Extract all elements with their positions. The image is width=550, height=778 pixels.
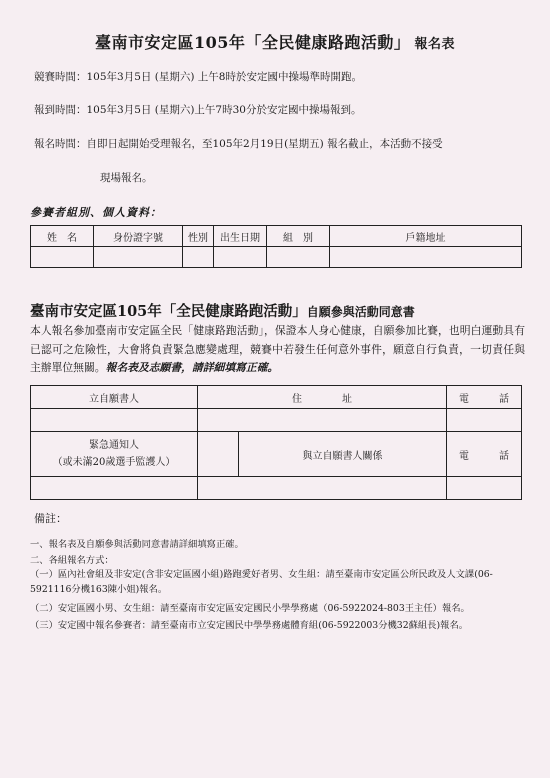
emergency-contact-note: （或未滿20歲選手監護人） <box>52 457 176 468</box>
participant-table-row[interactable] <box>31 247 522 268</box>
emergency-name-cell[interactable] <box>31 477 198 500</box>
consent-table <box>30 385 522 500</box>
relation-header: 與立自願書人關係 <box>239 432 447 477</box>
note-1: 一、報名表及自願參與活動同意書請詳細填寫正確。 <box>30 539 244 550</box>
notes-title: 備註： <box>34 512 67 525</box>
consent-emergency-row <box>31 432 522 477</box>
consent-title-suffix: 自願參與活動同意書 <box>306 305 415 319</box>
col-id-number: 身份證字號 <box>94 226 183 247</box>
emergency-contact-header <box>31 432 198 477</box>
consent-paragraph <box>30 322 525 378</box>
signer-address-cell[interactable] <box>198 409 447 432</box>
form-title-main: 臺南市安定區105年「全民健康路跑活動」 <box>95 33 411 52</box>
note-2c: （三）安定國中報名參賽者：請至臺南市立安定國民中學學務處體育組(06-5922003分機32蘇組長)報名。 <box>30 620 469 631</box>
group-cell[interactable] <box>267 247 330 268</box>
emergency-blank-cell[interactable] <box>198 432 239 477</box>
form-title-suffix: 報名表 <box>414 37 455 52</box>
emergency-contact-label: 緊急通知人 <box>89 440 139 451</box>
consent-emphasis: 報名表及志願書，請詳細填寫正確。 <box>105 361 279 374</box>
consent-signer-row[interactable] <box>31 409 522 432</box>
form-title <box>0 30 550 53</box>
id-number-cell[interactable] <box>94 247 183 268</box>
birth-date-cell[interactable] <box>214 247 267 268</box>
col-address: 戶籍地址 <box>330 226 522 247</box>
note-2: 二、各組報名方式： <box>30 555 114 566</box>
phone2-header: 電 話 <box>447 432 522 477</box>
participant-section-heading: 參賽者組別、個人資料： <box>30 206 162 219</box>
consent-text: 本人報名參加臺南市安定區全民「健康路跑活動」，保證本人身心健康，自願參加比賽，也明白運動具有已認可之危險性，大會將負責緊急應變處理，競賽中若發生任何意外事件，願意自行負責，一切責任與主辦單位無關。 <box>30 324 525 374</box>
participant-table-header <box>31 226 522 247</box>
consent-header-row <box>31 386 522 409</box>
participant-table <box>30 225 522 268</box>
check-in-time-text: 報到時間：105年3月5日 (星期六)上午7時30分於安定國中操場報到。 <box>34 104 362 116</box>
registration-time-text: 報名時間：自即日起開始受理報名，至105年2月19日(星期五) 報名截止，本活動不接受 <box>34 138 443 150</box>
emergency-phone-cell[interactable] <box>447 477 522 500</box>
consent-title-main: 臺南市安定區105年「全民健康路跑活動」 <box>30 303 307 320</box>
col-name: 姓 名 <box>31 226 94 247</box>
address-header: 住 址 <box>198 386 447 409</box>
consent-emergency-data-row[interactable] <box>31 477 522 500</box>
col-group: 組 別 <box>267 226 330 247</box>
gender-cell[interactable] <box>183 247 214 268</box>
col-gender: 性別 <box>183 226 214 247</box>
note-2a: （一）區內社會組及非安定(含非安定區國小組)路跑愛好者男、女生組：請至臺南市安定區公所民政及人文課(06-5921116分機163陳小姐)報名。 <box>30 569 493 595</box>
registration-time-text-cont: 現場報名。 <box>100 172 153 184</box>
address-cell[interactable] <box>330 247 522 268</box>
signer-phone-cell[interactable] <box>447 409 522 432</box>
name-cell[interactable] <box>31 247 94 268</box>
note-2b: （二）安定區國小男、女生組：請至臺南市安定區安定國民小學學務處（06-5922024-803王主任）報名。 <box>30 603 470 614</box>
signer-cell[interactable] <box>31 409 198 432</box>
race-time-text: 競賽時間：105年3月5日 (星期六) 上午8時於安定國中操場準時開跑。 <box>34 71 362 83</box>
relation-cell[interactable] <box>198 477 447 500</box>
phone-header: 電 話 <box>447 386 522 409</box>
col-birth-date: 出生日期 <box>214 226 267 247</box>
consent-title <box>30 300 530 321</box>
signer-header: 立自願書人 <box>31 386 198 409</box>
